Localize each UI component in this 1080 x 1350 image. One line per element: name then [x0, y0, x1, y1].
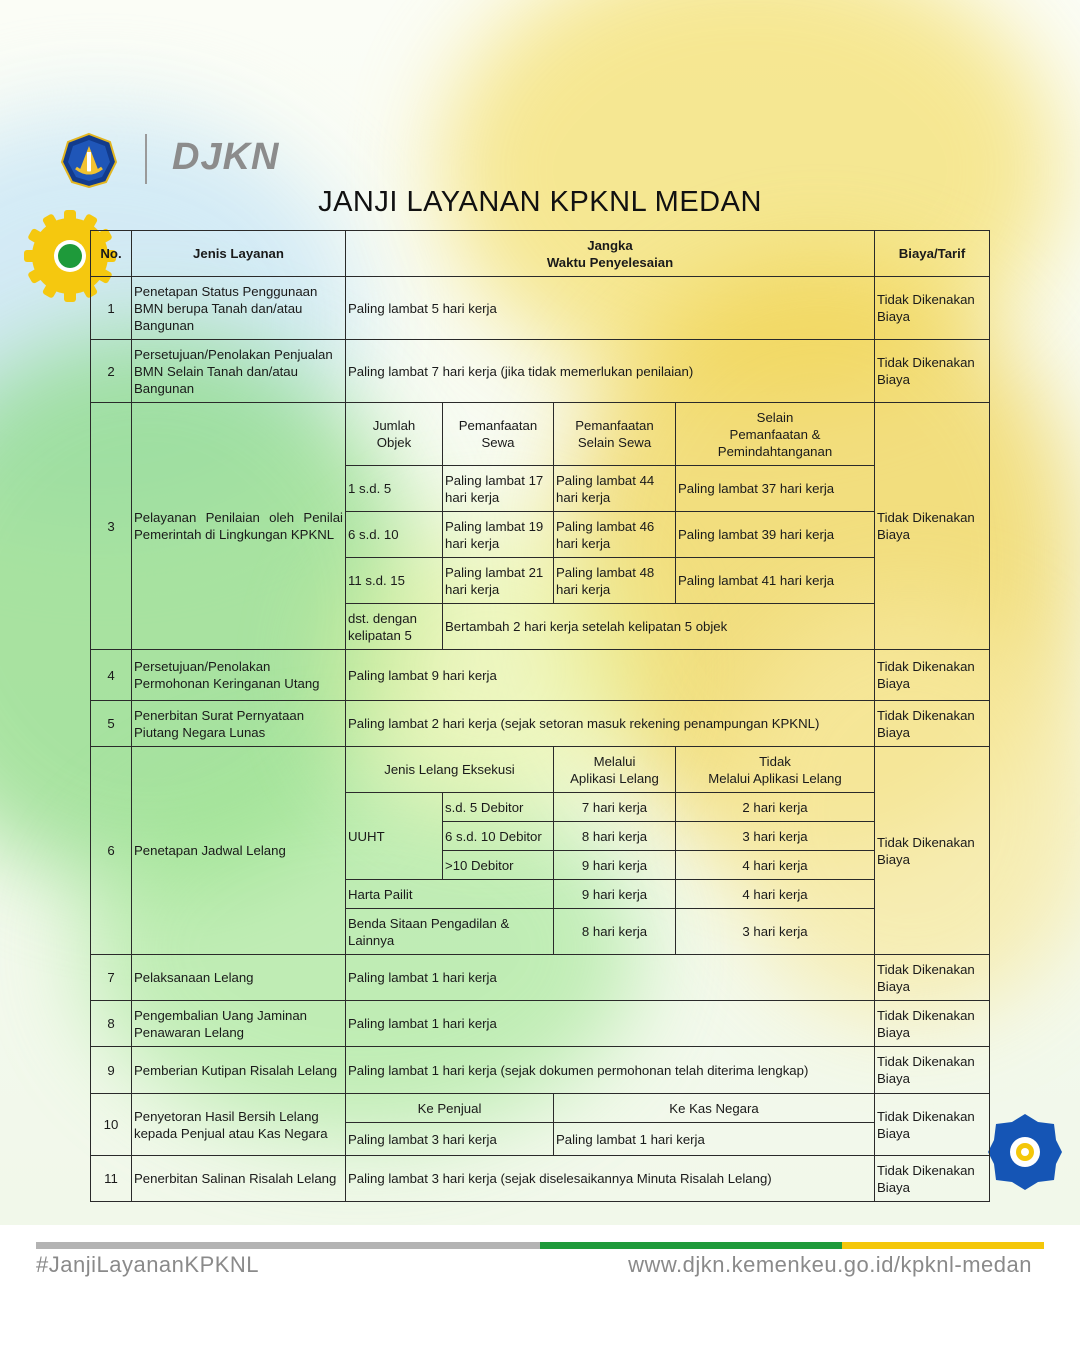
djkn-logo: DJKN [172, 136, 280, 178]
service-name: Pelaksanaan Lelang [132, 955, 346, 1001]
footer-bar-green [540, 1242, 842, 1249]
debitor-range: s.d. 5 Debitor [443, 793, 554, 822]
row-number: 3 [91, 403, 132, 650]
time-tidak-melalui: 4 hari kerja [676, 880, 875, 909]
row-number: 9 [91, 1047, 132, 1094]
time-tidak-melalui: 2 hari kerja [676, 793, 875, 822]
time-ke-penjual: Paling lambat 3 hari kerja [346, 1123, 554, 1156]
row-number: 4 [91, 650, 132, 701]
row-number: 11 [91, 1156, 132, 1202]
service-name: Pengembalian Uang Jaminan Penawaran Lelang [132, 1001, 346, 1047]
fee: Tidak Dikenakan Biaya [875, 747, 990, 955]
fee: Tidak Dikenakan Biaya [875, 340, 990, 403]
subheader-jumlah-objek: Jumlah Objek [346, 403, 443, 466]
page-title: JANJI LAYANAN KPKNL MEDAN [318, 186, 762, 218]
table-row [91, 1156, 990, 1202]
table-row [91, 403, 990, 466]
service-name: Penerbitan Surat Pernyataan Piutang Negara Lunas [132, 701, 346, 747]
header-jenis-layanan: Jenis Layanan [132, 231, 346, 277]
blue-gear-icon [986, 1112, 1064, 1192]
uuht-label: UUHT [346, 793, 443, 880]
time-melalui: 9 hari kerja [554, 851, 676, 880]
completion-time: Paling lambat 1 hari kerja (sejak dokumen permohonan telah diterima lengkap) [346, 1047, 875, 1094]
time-sewa: Paling lambat 21 hari kerja [443, 558, 554, 604]
table-row [91, 747, 990, 793]
service-name: Persetujuan/Penolakan Permohonan Keringanan Utang [132, 650, 346, 701]
subheader-melalui-aplikasi: Melalui Aplikasi Lelang [554, 747, 676, 793]
time-selain-sewa: Paling lambat 46 hari kerja [554, 512, 676, 558]
additional-time: Bertambah 2 hari kerja setelah kelipatan 5 objek [443, 604, 875, 650]
service-name: Penetapan Status Penggunaan BMN berupa Tanah dan/atau Bangunan [132, 277, 346, 340]
subheader-selain-pemanfaatan: Selain Pemanfaatan & Pemindahtanganan [676, 403, 875, 466]
table-row [91, 650, 990, 701]
debitor-range: >10 Debitor [443, 851, 554, 880]
row-number: 8 [91, 1001, 132, 1047]
table-row [91, 277, 990, 340]
object-count: 11 s.d. 15 [346, 558, 443, 604]
fee: Tidak Dikenakan Biaya [875, 955, 990, 1001]
fee: Tidak Dikenakan Biaya [875, 1047, 990, 1094]
footer-bar-yellow [842, 1242, 1044, 1249]
time-melalui: 9 hari kerja [554, 880, 676, 909]
service-promise-table [90, 230, 990, 1202]
subheader-pemanfaatan-selain-sewa: Pemanfaatan Selain Sewa [554, 403, 676, 466]
object-count: 1 s.d. 5 [346, 466, 443, 512]
service-name: Persetujuan/Penolakan Penjualan BMN Selain Tanah dan/atau Bangunan [132, 340, 346, 403]
subheader-tidak-melalui-aplikasi: Tidak Melalui Aplikasi Lelang [676, 747, 875, 793]
fee: Tidak Dikenakan Biaya [875, 1094, 990, 1156]
fee: Tidak Dikenakan Biaya [875, 701, 990, 747]
table-row [91, 1047, 990, 1094]
header-biaya: Biaya/Tarif [875, 231, 990, 277]
completion-time: Paling lambat 7 hari kerja (jika tidak memerlukan penilaian) [346, 340, 875, 403]
service-name: Penetapan Jadwal Lelang [132, 747, 346, 955]
subheader-ke-kas-negara: Ke Kas Negara [554, 1094, 875, 1123]
fee: Tidak Dikenakan Biaya [875, 403, 990, 650]
time-ke-kas-negara: Paling lambat 1 hari kerja [554, 1123, 875, 1156]
time-melalui: 8 hari kerja [554, 822, 676, 851]
time-selain-sewa: Paling lambat 44 hari kerja [554, 466, 676, 512]
kemenkeu-emblem-icon [60, 132, 118, 188]
table-row [91, 701, 990, 747]
subheader-ke-penjual: Ke Penjual [346, 1094, 554, 1123]
row-number: 2 [91, 340, 132, 403]
completion-time: Paling lambat 9 hari kerja [346, 650, 875, 701]
row-number: 10 [91, 1094, 132, 1156]
completion-time: Paling lambat 5 hari kerja [346, 277, 875, 340]
service-name: Penyetoran Hasil Bersih Lelang kepada Penjual atau Kas Negara [132, 1094, 346, 1156]
object-count: dst. dengan kelipatan 5 [346, 604, 443, 650]
service-name: Pemberian Kutipan Risalah Lelang [132, 1047, 346, 1094]
table-row [91, 1001, 990, 1047]
object-count: 6 s.d. 10 [346, 512, 443, 558]
time-sewa: Paling lambat 19 hari kerja [443, 512, 554, 558]
footer-bar-gray [36, 1242, 540, 1249]
brand-divider [145, 134, 147, 184]
time-selain-sewa: Paling lambat 48 hari kerja [554, 558, 676, 604]
debitor-range: 6 s.d. 10 Debitor [443, 822, 554, 851]
fee: Tidak Dikenakan Biaya [875, 1156, 990, 1202]
table-row [91, 1094, 990, 1123]
header-jangka-waktu: Jangka Waktu Penyelesaian [346, 231, 875, 277]
time-sewa: Paling lambat 17 hari kerja [443, 466, 554, 512]
time-selain: Paling lambat 37 hari kerja [676, 466, 875, 512]
row-number: 7 [91, 955, 132, 1001]
time-tidak-melalui: 3 hari kerja [676, 909, 875, 955]
time-tidak-melalui: 4 hari kerja [676, 851, 875, 880]
row-number: 6 [91, 747, 132, 955]
header-no: No. [91, 231, 132, 277]
completion-time: Paling lambat 1 hari kerja [346, 955, 875, 1001]
table-row [91, 340, 990, 403]
time-melalui: 8 hari kerja [554, 909, 676, 955]
hashtag: #JanjiLayananKPKNL [36, 1252, 260, 1277]
service-name: Pelayanan Penilaian oleh Penilai Pemerintah di Lingkungan KPKNL [132, 403, 346, 650]
website-link[interactable]: www.djkn.kemenkeu.go.id/kpknl-medan [628, 1252, 1032, 1277]
fee: Tidak Dikenakan Biaya [875, 650, 990, 701]
time-selain: Paling lambat 39 hari kerja [676, 512, 875, 558]
subheader-pemanfaatan-sewa: Pemanfaatan Sewa [443, 403, 554, 466]
table-row [91, 955, 990, 1001]
table-header-row [91, 231, 990, 277]
harta-pailit-label: Harta Pailit [346, 880, 554, 909]
completion-time: Paling lambat 2 hari kerja (sejak setoran masuk rekening penampungan KPKNL) [346, 701, 875, 747]
time-selain: Paling lambat 41 hari kerja [676, 558, 875, 604]
row-number: 5 [91, 701, 132, 747]
time-tidak-melalui: 3 hari kerja [676, 822, 875, 851]
completion-time: Paling lambat 3 hari kerja (sejak diselesaikannya Minuta Risalah Lelang) [346, 1156, 875, 1202]
benda-sitaan-label: Benda Sitaan Pengadilan & Lainnya [346, 909, 554, 955]
time-melalui: 7 hari kerja [554, 793, 676, 822]
subheader-jenis-lelang: Jenis Lelang Eksekusi [346, 747, 554, 793]
completion-time: Paling lambat 1 hari kerja [346, 1001, 875, 1047]
fee: Tidak Dikenakan Biaya [875, 1001, 990, 1047]
service-name: Penerbitan Salinan Risalah Lelang [132, 1156, 346, 1202]
fee: Tidak Dikenakan Biaya [875, 277, 990, 340]
row-number: 1 [91, 277, 132, 340]
